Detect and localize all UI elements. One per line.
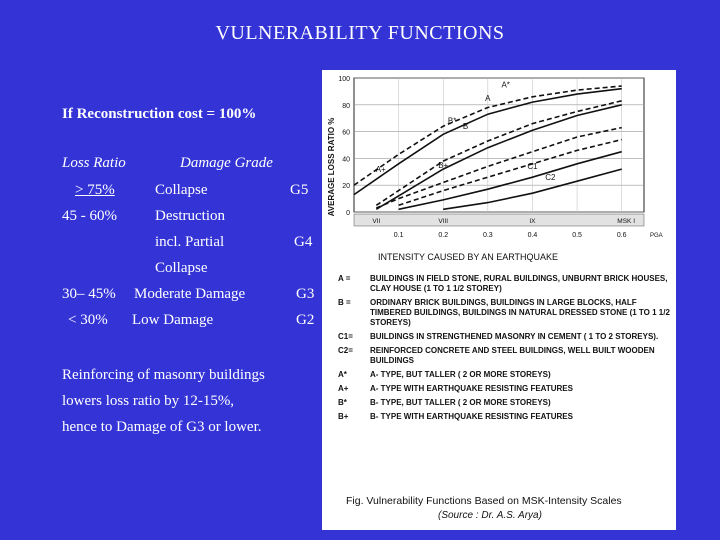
curve-label: A+ — [375, 164, 386, 174]
legend-item — [338, 346, 672, 366]
legend-text: REINFORCED CONCRETE AND STEEL BUILDINGS, WELL BUILT WOODEN BUILDINGS — [370, 346, 655, 365]
msk-band — [354, 214, 644, 226]
legend-text: B- TYPE WITH EARTHQUAKE RESISTING FEATURES — [370, 412, 573, 421]
legend-text: A- TYPE WITH EARTHQUAKE RESISTING FEATURES — [370, 384, 573, 393]
loss-ratio-value: 45 - 60% — [62, 208, 117, 224]
legend-key: A = — [338, 274, 351, 283]
legend-text: BUILDINGS IN STRENGTHENED MASONRY IN CEMENT ( 1 TO 2 STOREYS). — [370, 332, 659, 341]
x-tick-label: 0.5 — [572, 232, 582, 239]
y-tick-label: 60 — [342, 129, 350, 137]
damage-grade-value: Low Damage — [132, 312, 214, 328]
damage-grade-header: Damage Grade — [180, 155, 273, 171]
legend-item — [338, 412, 672, 422]
y-tick-label: 100 — [338, 76, 350, 83]
series-line-b-dashed — [376, 101, 621, 206]
damage-grade-code: G4 — [294, 234, 313, 250]
legend-item — [338, 370, 672, 380]
legend-item — [338, 384, 672, 394]
reconstruction-cost-text: If Reconstruction cost = 100% — [62, 106, 257, 122]
series-line-b-dashed — [399, 140, 622, 206]
note-line: Reinforcing of masonry buildings — [62, 367, 265, 383]
damage-grade-code: G2 — [296, 312, 315, 328]
x-tick-label: 0.2 — [438, 232, 449, 239]
y-tick-label: 40 — [342, 156, 350, 164]
y-axis-label: AVERAGE LOSS RATIO % — [327, 117, 336, 217]
msk-scale-label: MSK I — [617, 218, 636, 225]
reinforcement-note — [62, 362, 265, 440]
damage-grade-value: Collapse — [155, 182, 208, 198]
legend-text: ORDINARY BRICK BUILDINGS, BUILDINGS IN LARGE BLOCKS, HALF TIMBERED BUILDINGS, BUILDINGS IN NATURAL DRESSED STONE (1 TO 1 1/2 STOREYS) — [370, 298, 670, 327]
slide-title: VULNERABILITY FUNCTIONS — [215, 22, 505, 44]
y-tick-label: 0 — [346, 210, 350, 217]
legend-key: A+ — [338, 384, 349, 393]
loss-ratio-header: Loss Ratio — [62, 155, 126, 171]
legend-key: C1= — [338, 332, 353, 341]
figure-source: (Source : Dr. A.S. Arya) — [438, 510, 542, 521]
legend-key: A* — [338, 370, 347, 379]
curve-label: B* — [447, 116, 457, 126]
vulnerability-chart — [322, 70, 676, 270]
x-tick-label: 0.1 — [393, 232, 404, 239]
legend-key: B = — [338, 298, 351, 307]
vulnerability-figure — [322, 70, 676, 530]
damage-grade-value: Destruction — [155, 208, 225, 224]
legend-key: C2= — [338, 346, 353, 355]
legend-item — [338, 332, 672, 342]
curve-label: A* — [501, 80, 510, 90]
figure-caption: Fig. Vulnerability Functions Based on MSK-Intensity Scales — [346, 495, 622, 507]
series-line-b — [376, 105, 621, 210]
msk-scale-label: VII — [372, 218, 381, 225]
loss-ratio-value: 30– 45% — [62, 286, 116, 302]
legend-key: B* — [338, 398, 347, 407]
note-line: lowers loss ratio by 12-15%, — [62, 393, 235, 409]
loss-ratio-value: > 75% — [75, 182, 115, 198]
x-tick-label: 0.3 — [482, 232, 493, 239]
curve-label: A — [485, 93, 491, 103]
series-line-c1 — [399, 152, 622, 210]
damage-grade-code: G3 — [296, 286, 315, 302]
damage-grade-code: G5 — [290, 182, 309, 198]
y-tick-label: 80 — [342, 102, 350, 110]
curve-label: B — [462, 121, 469, 131]
msk-scale-label: IX — [529, 218, 536, 225]
damage-grade-value: incl. Partial — [155, 234, 225, 250]
legend-text: BUILDINGS IN FIELD STONE, RURAL BUILDINGS, UNBURNT BRICK HOUSES, CLAY HOUSE (1 TO 1 1/2 STOREY) — [370, 274, 668, 293]
x-unit-label: PGA — [650, 233, 663, 239]
msk-scale-label: VIII — [438, 218, 449, 225]
legend-item — [338, 398, 672, 408]
curve-label: C1 — [527, 162, 538, 172]
legend-text: A- TYPE, BUT TALLER ( 2 OR MORE STOREYS) — [370, 370, 551, 379]
y-tick-label: 20 — [342, 183, 350, 191]
series-line-a-dashed — [376, 128, 621, 208]
x-tick-label: 0.6 — [616, 232, 627, 239]
note-line: hence to Damage of G3 or lower. — [62, 419, 262, 435]
chart-legend — [338, 274, 672, 426]
legend-text: B- TYPE, BUT TALLER ( 2 OR MORE STOREYS) — [370, 398, 551, 407]
x-tick-label: 0.4 — [527, 232, 538, 239]
damage-grade-value: Moderate Damage — [134, 286, 246, 302]
legend-key: B+ — [338, 412, 349, 421]
curve-label: C2 — [545, 172, 556, 182]
loss-ratio-value: < 30% — [68, 312, 108, 328]
damage-grade-value: Collapse — [155, 260, 208, 276]
x-axis-label: INTENSITY CAUSED BY AN EARTHQUAKE — [378, 252, 559, 262]
legend-item — [338, 274, 672, 294]
curve-label: B+ — [438, 160, 449, 170]
legend-item — [338, 298, 672, 328]
